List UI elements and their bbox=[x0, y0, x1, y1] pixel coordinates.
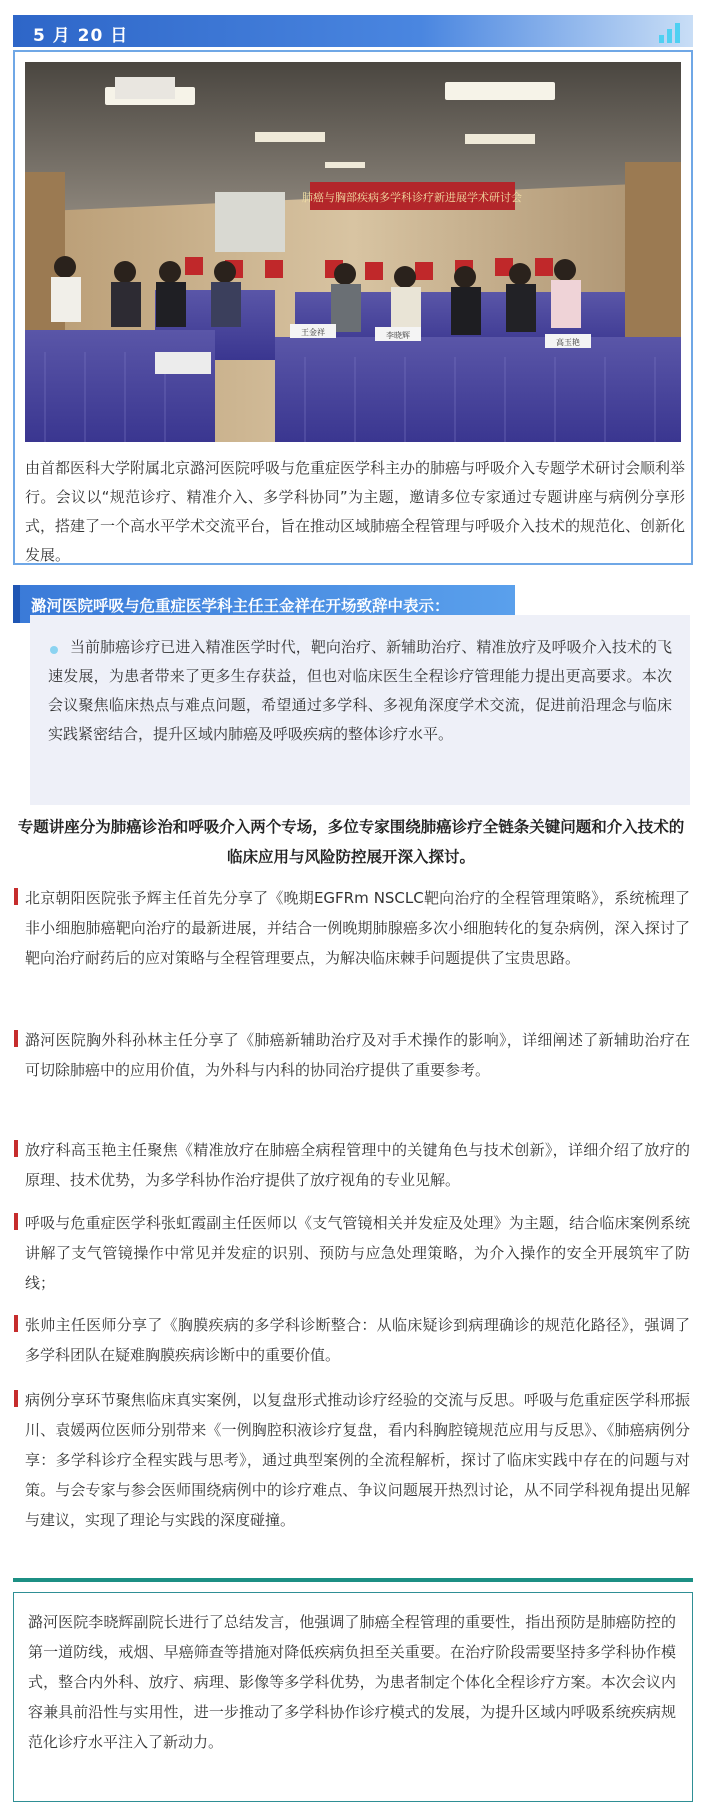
list-item-text: 病例分享环节聚焦临床真实案例，以复盘形式推动诊疗经验的交流与反思。呼吸与危重症医学科邢振川、袁媛两位医师分别带来《一例胸腔积液诊疗复盘，看内科胸腔镜规范应用与反思》、《肺癌病例分享：多学科诊疗全程实践与思考》，通过典型案例的全流程解析，探讨了临床实践中存在的问题与对策。与会专家与参会医师围绕病例中的诊疗难点、争议问题展开热烈讨论，从不同学科视角提出见解与建议，实现了理论与实践的深度碰撞。 bbox=[25, 1391, 690, 1529]
red-marker-icon bbox=[14, 1213, 18, 1230]
photo-card bbox=[13, 50, 693, 565]
red-marker-icon bbox=[14, 888, 18, 905]
conference-photo bbox=[25, 62, 681, 442]
lecture-summary: 专题讲座分为肺癌诊治和呼吸介入两个专场，多位专家围绕肺癌诊疗全链条关键问题和介入技术的临床应用与风险防控展开深入探讨。 bbox=[17, 818, 685, 866]
date-header bbox=[13, 15, 693, 47]
red-marker-icon bbox=[14, 1030, 18, 1047]
list-item-text: 放疗科高玉艳主任聚焦《精准放疗在肺癌全病程管理中的关键角色与技术创新》，详细介绍了放疗的原理、技术优势，为多学科协作治疗提供了放疗视角的专业见解。 bbox=[25, 1141, 690, 1189]
quote-box bbox=[30, 615, 690, 805]
list-item bbox=[14, 1208, 690, 1298]
red-marker-icon bbox=[14, 1315, 18, 1332]
list-item bbox=[14, 1025, 690, 1085]
closing-box bbox=[13, 1592, 693, 1802]
name-card-1: 王金祥 bbox=[301, 328, 325, 337]
list-item-text: 呼吸与危重症医学科张虹霞副主任医师以《支气管镜相关并发症及处理》为主题，结合临床案例系统讲解了支气管镜操作中常见并发症的识别、预防与应急处理策略，为介入操作的安全开展筑牢了防线； bbox=[25, 1214, 690, 1292]
name-card-3: 高玉艳 bbox=[556, 338, 580, 347]
list-item bbox=[14, 883, 690, 973]
list-item bbox=[14, 1310, 690, 1370]
list-item-text: 张帅主任医师分享了《胸膜疾病的多学科诊断整合：从临床疑诊到病理确诊的规范化路径》，强调了多学科团队在疑难胸膜疾病诊断中的重要价值。 bbox=[25, 1316, 690, 1364]
name-card-2: 李晓辉 bbox=[386, 331, 410, 340]
intro-paragraph: 由首都医科大学附属北京潞河医院呼吸与危重症医学科主办的肺癌与呼吸介入专题学术研讨会顺利举行。会议以“规范诊疗、精准介入、多学科协同”为主题，邀请多位专家通过专题讲座与病例分享形式，搭建了一个高水平学术交流平台，旨在推动区域肺癌全程管理与呼吸介入技术的规范化、创新化发展。 bbox=[25, 459, 686, 564]
list-item bbox=[14, 1135, 690, 1195]
quote-text: 当前肺癌诊疗已进入精准医学时代，靶向治疗、新辅助治疗、精准放疗及呼吸介入技术的飞速发展，为患者带来了更多生存获益，但也对临床医生全程诊疗管理能力提出更高要求。本次会议聚焦临床热点与难点问题，希望通过多学科、多视角深度学术交流，促进前沿理念与临床实践紧密结合，提升区域内肺癌及呼吸疾病的整体诊疗水平。 bbox=[48, 638, 672, 743]
banner-text: 肺癌与胸部疾病多学科诊疗新进展学术研讨会 bbox=[302, 191, 522, 204]
bar-chart-icon bbox=[659, 21, 683, 43]
list-item bbox=[14, 1385, 690, 1535]
list-item-text: 潞河医院胸外科孙林主任分享了《肺癌新辅助治疗及对手术操作的影响》，详细阐述了新辅助治疗在可切除肺癌中的应用价值，为外科与内科的协同治疗提供了重要参考。 bbox=[25, 1031, 690, 1079]
list-item-text: 北京朝阳医院张予辉主任首先分享了《晚期EGFRm NSCLC靶向治疗的全程管理策略》，系统梳理了非小细胞肺癌靶向治疗的最新进展，并结合一例晚期肺腺癌多次小细胞转化的复杂病例，深入探讨了靶向治疗耐药后的应对策略与全程管理要点，为解决临床棘手问题提供了宝贵思路。 bbox=[25, 889, 690, 967]
quote-heading-text: 潞河医院呼吸与危重症医学科主任王金祥在开场致辞中表示： bbox=[31, 597, 450, 615]
date-label: 5 月 20 日 bbox=[33, 26, 129, 46]
red-marker-icon bbox=[14, 1140, 18, 1157]
closing-text: 潞河医院李晓辉副院长进行了总结发言，他强调了肺癌全程管理的重要性，指出预防是肺癌防控的第一道防线，戒烟、早癌筛查等措施对降低疾病负担至关重要。在治疗阶段需要坚持多学科协作模式，整合内外科、放疗、病理、影像等多学科优势，为患者制定个体化全程诊疗方案。本次会议内容兼具前沿性与实用性，进一步推动了多学科协作诊疗模式的发展，为提升区域内呼吸系统疾病规范化诊疗水平注入了新动力。 bbox=[28, 1613, 676, 1751]
red-marker-icon bbox=[14, 1390, 18, 1407]
section-divider bbox=[13, 1578, 693, 1582]
